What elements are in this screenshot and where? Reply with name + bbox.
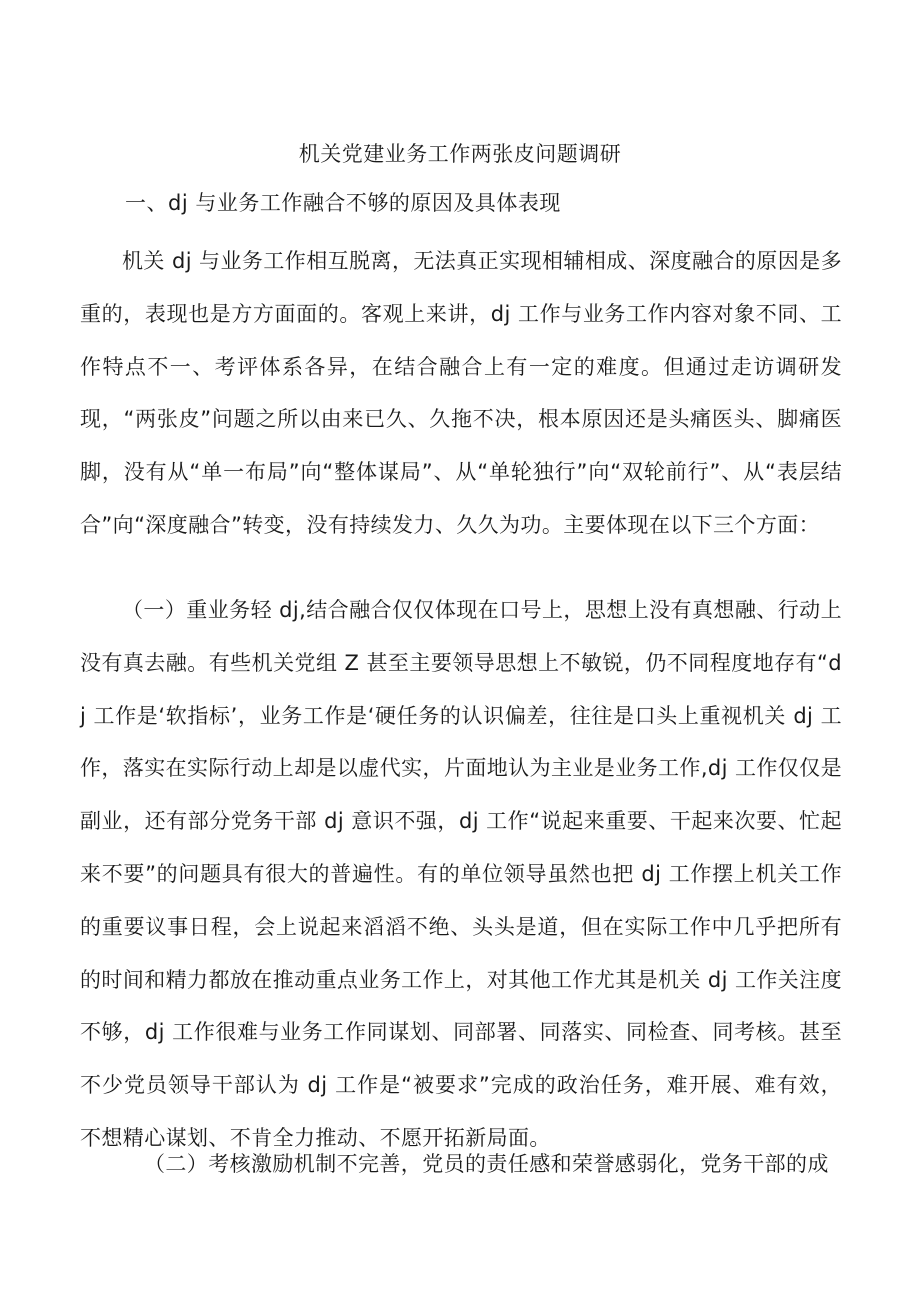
paragraph-intro: 机关 dj 与业务工作相互脱离，无法真正实现相辅相成、深度融合的原因是多重的，表现也是方方面面的。客观上来讲，dj 工作与业务工作内容对象不同、工作特点不一、考评体系各异，在结合融合上有一定的难度。但通过走访调研发现，“两张皮”问题之所以由来已久、久拖不决，根本原因还是头痛医头、脚痛医脚，没有从“单一布局”向“整体谋局”、从“单轮独行”向“双轮前行”、从“表层结合”向“深度融合”转变，没有持续发力、久久为功。主要体现在以下三个方面： [80, 249, 842, 537]
paragraph-point-one: （一）重业务轻 dj,结合融合仅仅体现在口号上，思想上没有真想融、行动上没有真去融。有些机关党组 Z 甚至主要领导思想上不敏锐，仍不同程度地存有“dj 工作是‘软指标’，业务工作是‘硬任务的认识偏差，往往是口头上重视机关 dj 工作，落实在实际行动上却是以虚代实，片面地认为主业是业务工作,dj 工作仅仅是副业，还有部分党务干部 dj 意识不强，dj 工作“说起来重要、干起来次要、忙起来不要”的问题具有很大的普遍性。有的单位领导虽然也把 dj 工作摆上机关工作的重要议事日程，会上说起来滔滔不绝、头头是道，但在实际工作中几乎把所有的时间和精力都放在推动重点业务工作上，对其他工作尤其是机关 dj 工作关注度不够，dj 工作很难与业务工作同谋划、同部署、同落实、同检查、同考核。甚至不少党员领导干部认为 dj 工作是“被要求”完成的政治任务，难开展、难有效，不想精心谋划、不肯全力推动、不愿开拓新局面。 [80, 598, 842, 1150]
paragraph-point-two: （二）考核激励机制不完善，党员的责任感和荣誉感弱化，党务干部的成 [144, 1152, 829, 1176]
section-heading: 一、dj 与业务工作融合不够的原因及具体表现 [125, 191, 561, 215]
document-title: 机关党建业务工作两张皮问题调研 [298, 142, 622, 166]
